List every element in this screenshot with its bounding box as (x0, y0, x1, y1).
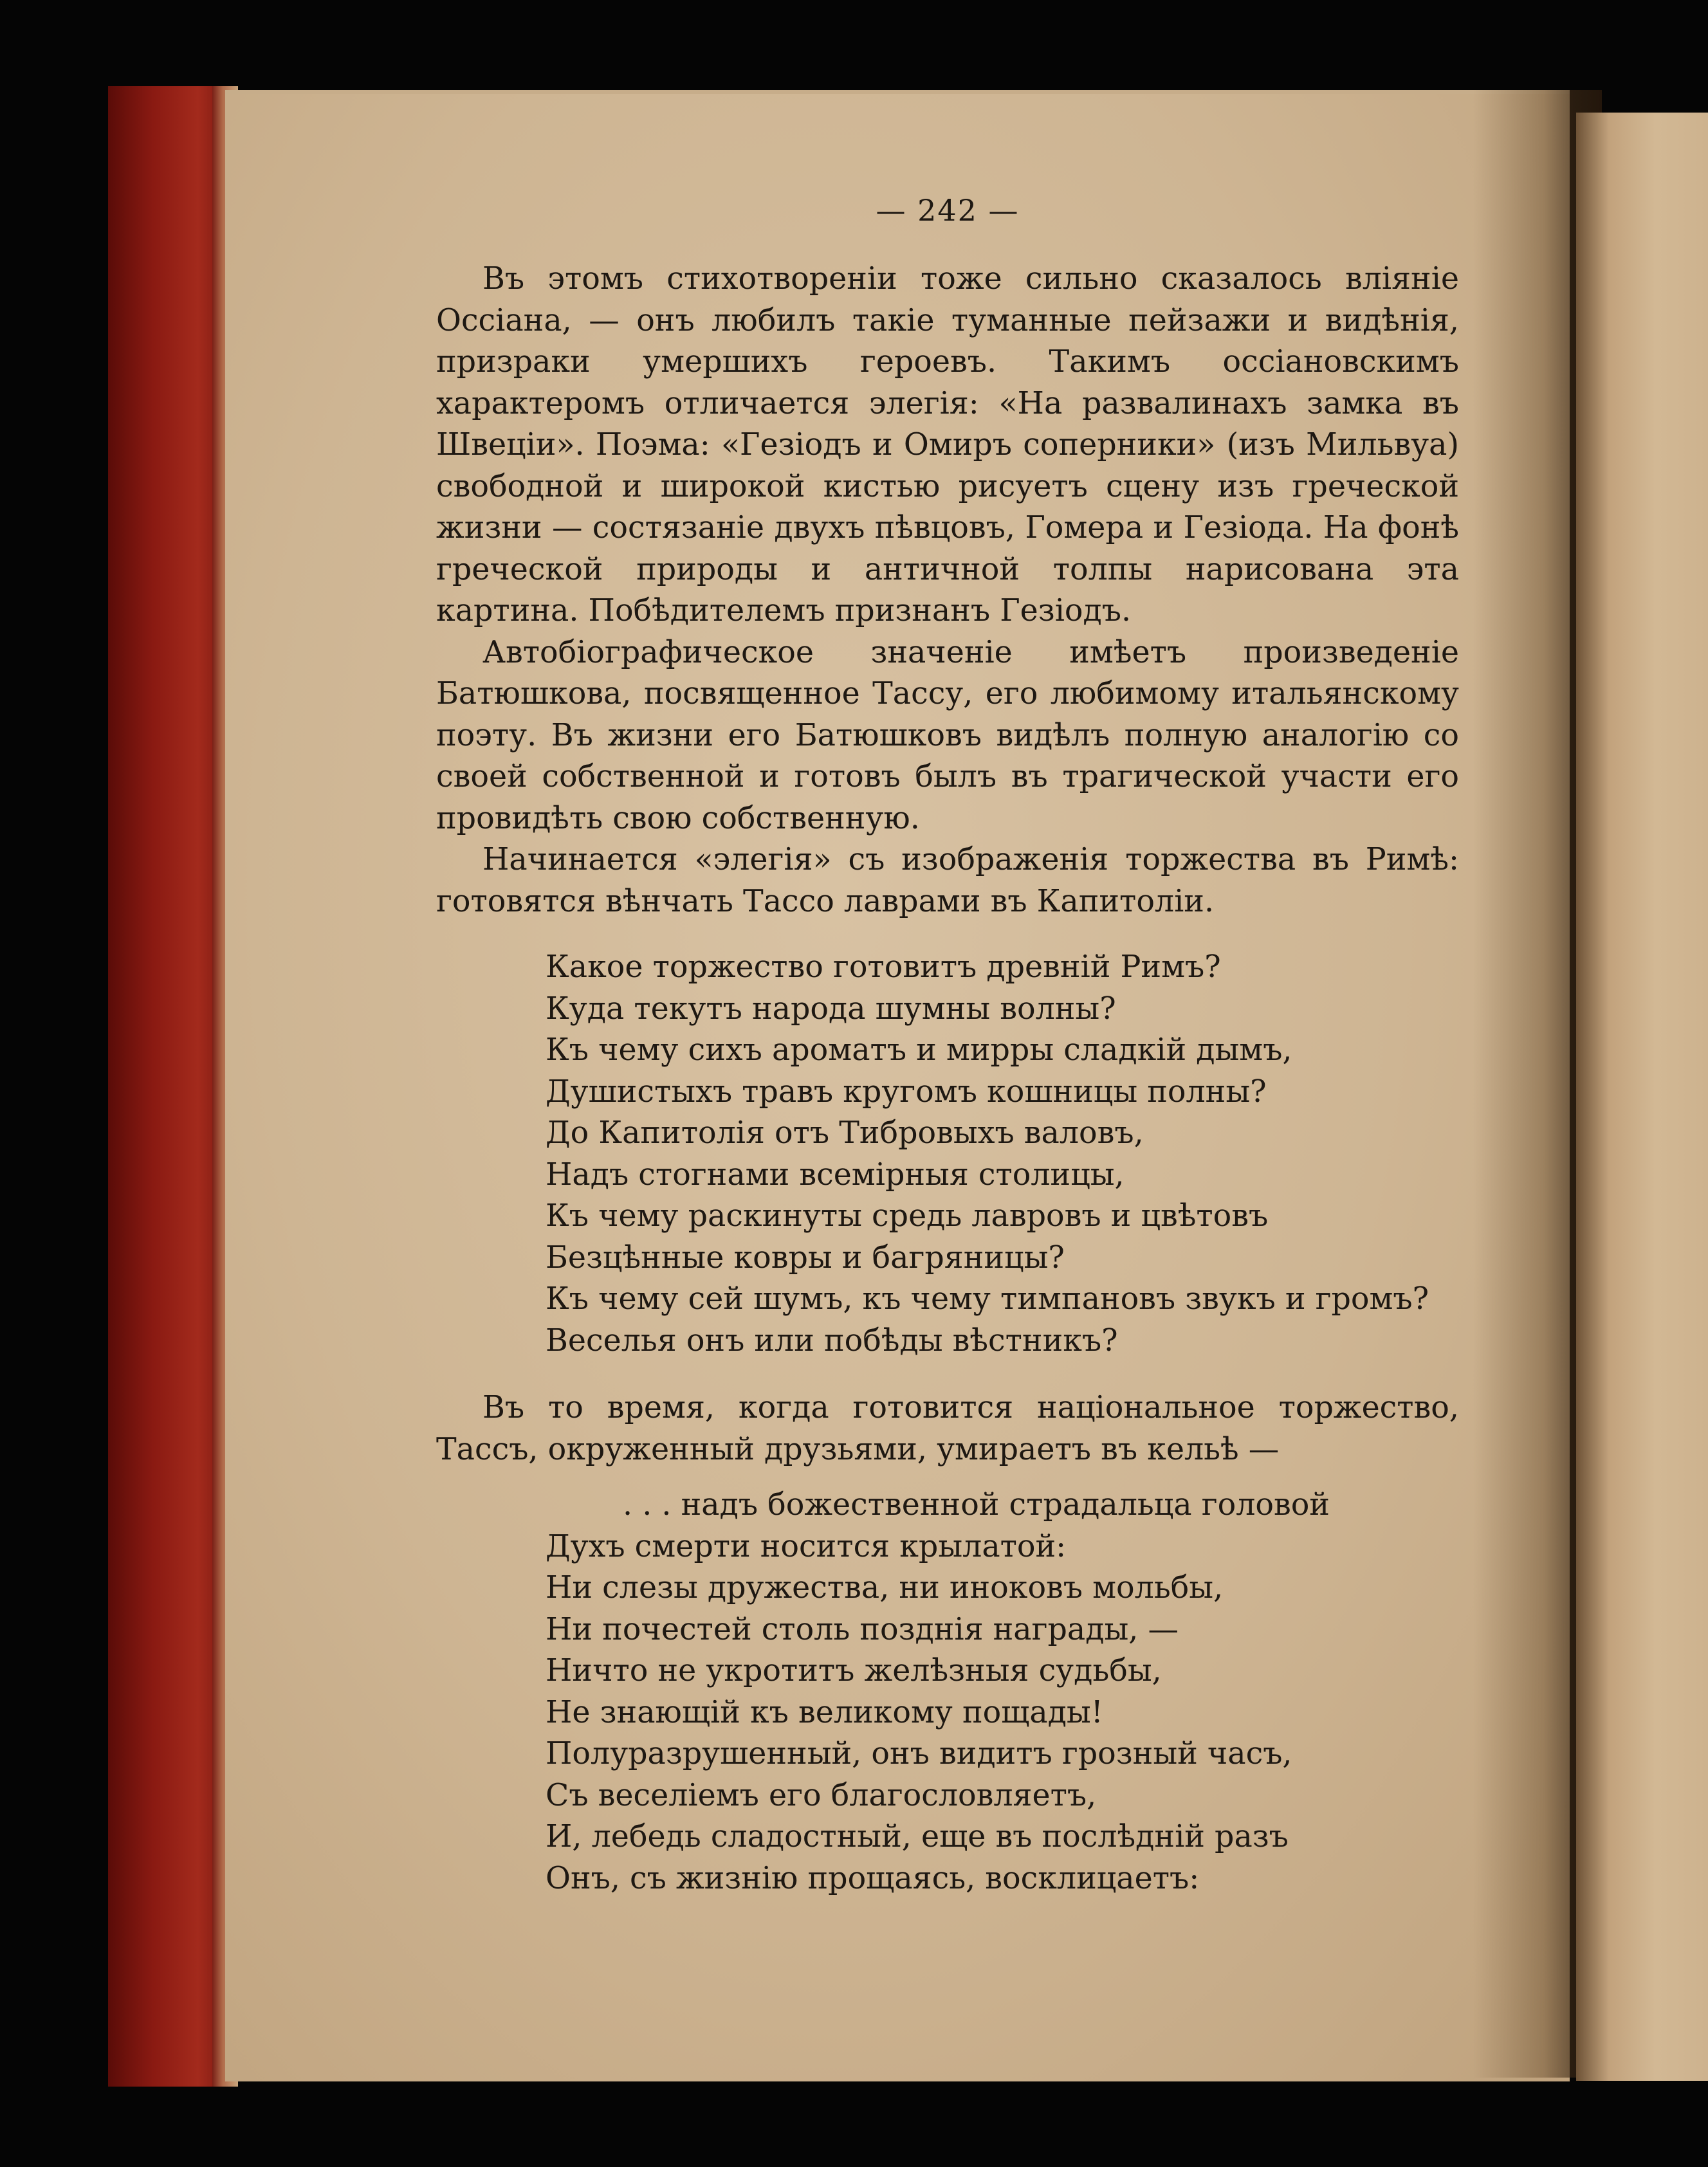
poem-line: Какое торжество готовитъ древній Римъ? (546, 949, 1221, 985)
facing-page (1576, 113, 1708, 2081)
poem-line: Къ чему сей шумъ, къ чему тимпановъ звукъ и громъ? (546, 1281, 1429, 1317)
page-text (436, 193, 1459, 1925)
poem-line: Веселья онъ или побѣды вѣстникъ? (546, 1322, 1118, 1358)
poem-line: Душистыхъ травъ кругомъ кошницы полны? (546, 1074, 1267, 1110)
poem-line: Ничто не укротитъ желѣзныя судьбы, (546, 1653, 1162, 1688)
poem-line: Не знающій къ великому пощады! (546, 1694, 1103, 1730)
poem-stanza-2 (546, 1485, 1459, 1899)
paragraph: Начинается «элегія» съ изображенія торжества въ Римѣ: готовятся вѣнчать Тассо лаврами въ Капитоліи. (436, 842, 1459, 919)
poem-line: Съ веселіемъ его благословляетъ, (546, 1777, 1097, 1813)
poem-line: Къ чему раскинуты средь лавровъ и цвѣтовъ (546, 1198, 1269, 1234)
poem-line: Духъ смерти носится крылатой: (546, 1528, 1067, 1564)
page-number: — 242 — (876, 193, 1020, 228)
poem-line: Ни почестей столь позднія награды, — (546, 1611, 1179, 1647)
poem-line: До Капитолія отъ Тибровыхъ валовъ, (546, 1115, 1144, 1151)
poem-line: . . . надъ божественной страдальца головой (623, 1487, 1330, 1522)
poem-line: Ни слезы дружества, ни иноковъ мольбы, (546, 1570, 1224, 1605)
poem-line: И, лебедь сладостный, еще въ послѣдній разъ (546, 1819, 1289, 1854)
prose-block (436, 1387, 1459, 1470)
paragraph: Въ этомъ стихотвореніи тоже сильно сказалось вліяніе Оссіана, — онъ любилъ такіе туманные пейзажи и видѣнія, призраки умершихъ героевъ. Такимъ оссіановскимъ характеромъ отличается элегія: «На развалинахъ замка въ Швеціи». Поэма: «Гезіодъ и Омиръ соперники» (изъ Мильвуа) свободной и широкой кистью рисуетъ сцену изъ греческой жизни — состязаніе двухъ пѣвцовъ, Гомера и Гезіода. На фонѣ греческой природы и античной толпы нарисована эта картина. Побѣдителемъ признанъ Гезіодъ. (436, 261, 1459, 628)
paragraph: Автобіографическое значеніе имѣетъ произведеніе Батюшкова, посвященное Тассу, его любимому итальянскому поэту. Въ жизни его Батюшковъ видѣлъ полную аналогію со своей собственной и готовъ былъ въ трагической участи его провидѣть свою собственную. (436, 634, 1459, 836)
poem-line: Надъ стогнами всемірныя столицы, (546, 1157, 1125, 1193)
poem-line: Къ чему сихъ ароматъ и мирры сладкій дымъ, (546, 1032, 1292, 1068)
poem-line: Полуразрушенный, онъ видитъ грозный часъ, (546, 1736, 1292, 1771)
prose-block (436, 259, 1459, 922)
poem-line: Куда текутъ народа шумны волны? (546, 991, 1116, 1027)
paragraph: Въ то время, когда готовится національное торжество, Тассъ, окруженный друзьями, умираетъ въ кельѣ — (436, 1390, 1459, 1467)
poem-stanza-1 (546, 947, 1459, 1362)
poem-line: Онъ, съ жизнію прощаясь, восклицаетъ: (546, 1860, 1200, 1896)
poem-line: Безцѣнные ковры и багряницы? (546, 1239, 1065, 1276)
